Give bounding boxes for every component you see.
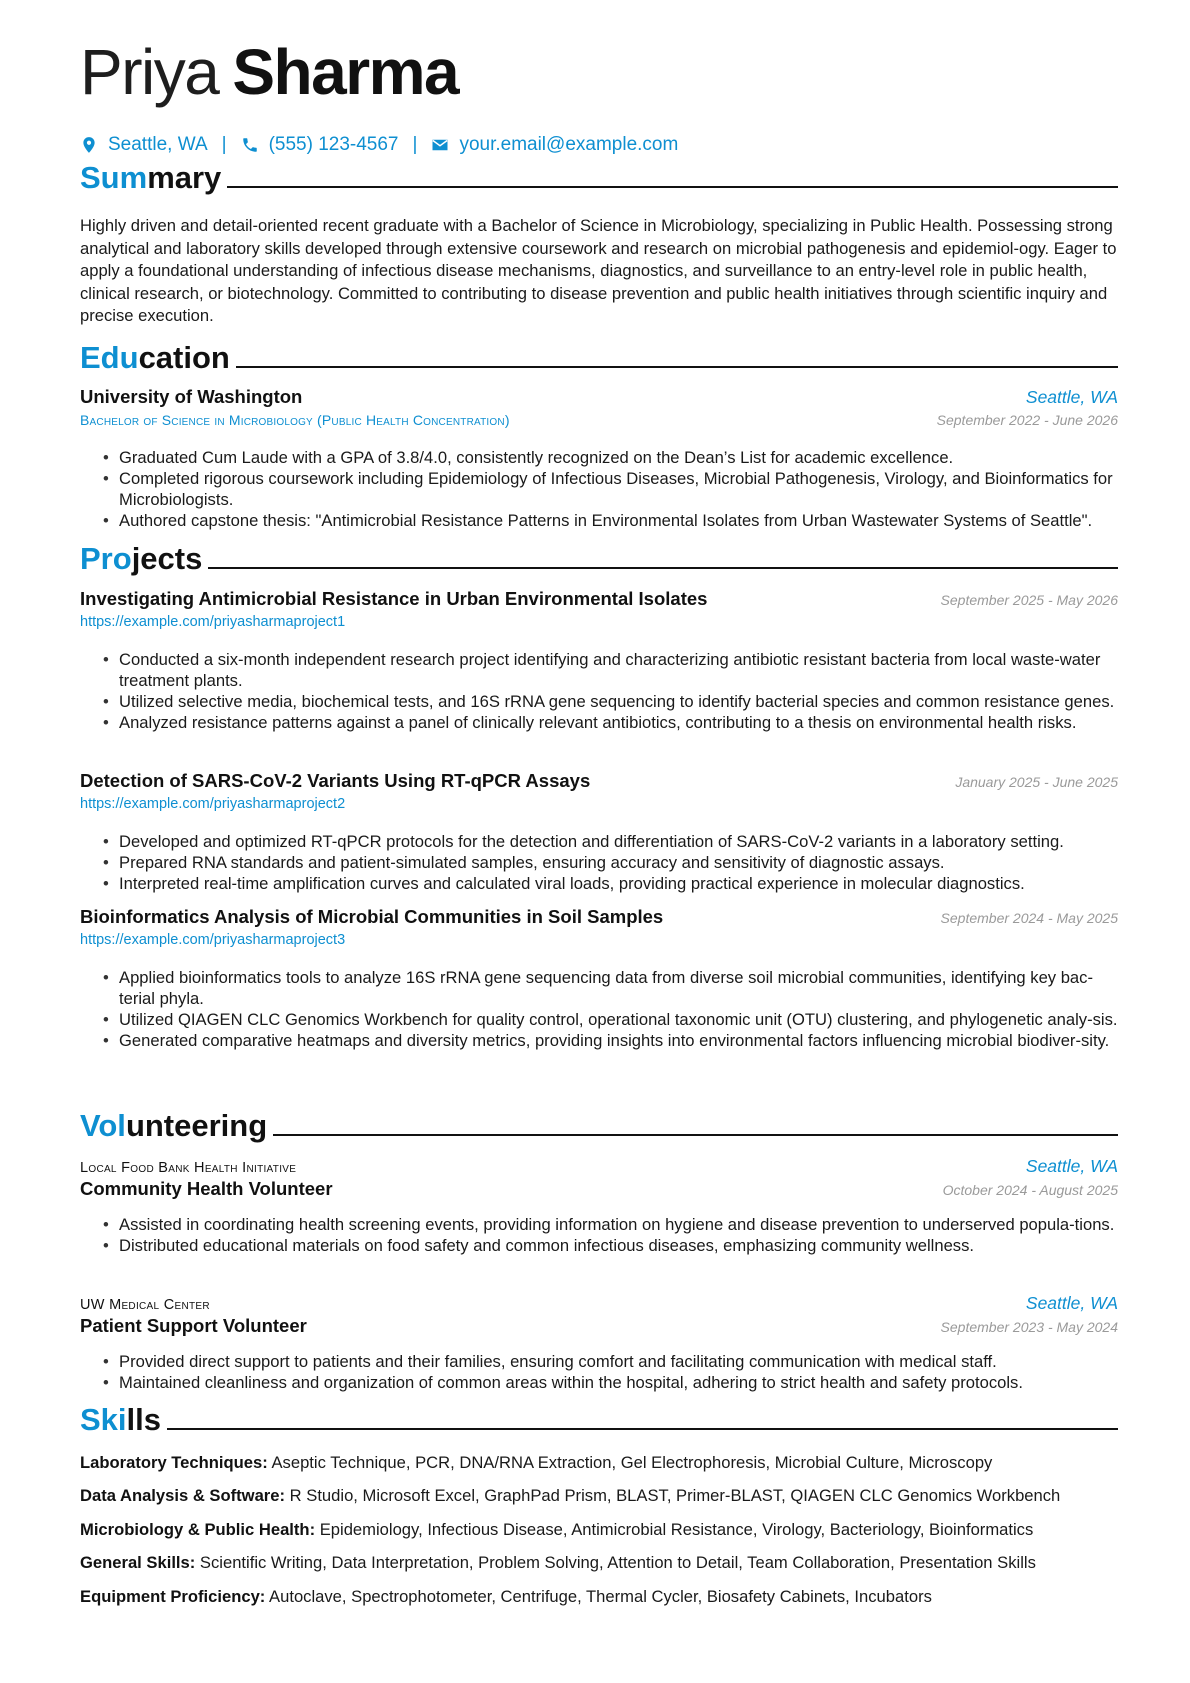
list-item: • Graduated Cum Laude with a GPA of 3.8/4.0, consistently recognized on the Dean’s List for academic excellence. (119, 447, 1118, 468)
education-bullets (80, 447, 1118, 531)
list-item: • Authored capstone thesis: "Antimicrobial Resistance Patterns in Environmental Isolates from Urban Wastewater Systems of Seattle". (119, 510, 1118, 531)
skill-list: Epidemiology, Infectious Disease, Antimicrobial Resistance, Virology, Bacteriology, Bioinformatics (319, 1520, 1034, 1539)
list-item: • Analyzed resistance patterns against a panel of clinically relevant antibiotics, contributing to a thesis on environmental health risks. (119, 712, 1118, 733)
volunteer-location: Seattle, WA (1025, 1156, 1118, 1176)
skill-list: Scientific Writing, Data Interpretation, Problem Solving, Attention to Detail, Team Collaboration, Presentation Skills (199, 1553, 1036, 1572)
project-header (80, 906, 1118, 928)
school-location: Seattle, WA (1025, 387, 1118, 407)
project-title: Bioinformatics Analysis of Microbial Communities in Soil Samples (80, 906, 664, 927)
project-bullets (80, 831, 1118, 894)
list-item: • Utilized selective media, biochemical tests, and 16S rRNA gene sequencing to identify bacterial species and common resistance genes. (119, 691, 1118, 712)
skill-list: Aseptic Technique, PCR, DNA/RNA Extraction, Gel Electrophoresis, Microbial Culture, Microscopy (271, 1453, 993, 1472)
list-item: • Interpreted real-time amplification curves and calculated viral loads, providing practical experience in molecular diagnostics. (119, 873, 1118, 894)
degree: Bachelor of Science in Microbiology (Public Health Concentration) (80, 412, 510, 428)
school-name: University of Washington (80, 386, 303, 407)
summary-text: Highly driven and detail-oriented recent graduate with a Bachelor of Science in Microbiology, specializing in Public Health. Possessing strong analytical and laboratory skills developed through extensive coursework and research on microbial pathogenesis and epidemiol-ogy. Eager to apply a foundational understanding of infectious disease mechanisms, diagnostics, and surveillance to an entry-level role in public health, clinical research, or biotechnology. Committed to contributing to disease prevention and public health initiatives through scientific inquiry and precise execution. (80, 216, 1117, 326)
volunteer-bullets (80, 1214, 1118, 1256)
volunteer-subheader (80, 1315, 1118, 1337)
section-projects-title: Projects (80, 543, 1118, 574)
section-education-title: Education (80, 342, 1118, 373)
skill-category: General Skills: (80, 1553, 196, 1572)
project-dates: September 2025 - May 2026 (940, 592, 1118, 608)
project-title: Detection of SARS-CoV-2 Variants Using RT-qPCR Assays (80, 770, 591, 791)
contact-separator: | (412, 134, 418, 155)
list-item: • Developed and optimized RT-qPCR protocols for the detection and differentiation of SARS-CoV-2 variants in a laboratory setting. (119, 831, 1118, 852)
volunteer-role: Patient Support Volunteer (80, 1315, 307, 1336)
section-divider (208, 567, 1118, 569)
project-bullets (80, 967, 1118, 1051)
project-link[interactable]: https://example.com/priyasharmaproject1 (80, 614, 346, 630)
project-dates: September 2024 - May 2025 (940, 910, 1118, 926)
skill-category: Data Analysis & Software: (80, 1486, 286, 1505)
volunteer-bullets (80, 1351, 1118, 1393)
email-link[interactable]: your.email@example.com (459, 134, 679, 155)
skill-row (80, 1553, 1118, 1573)
envelope-icon (431, 136, 449, 154)
project-link-row (80, 796, 1118, 812)
last-name: Sharma (232, 36, 459, 108)
skill-row (80, 1587, 1118, 1607)
skill-list: R Studio, Microsoft Excel, GraphPad Prism, BLAST, Primer-BLAST, QIAGEN CLC Genomics Workbench (289, 1486, 1061, 1505)
project-header (80, 770, 1118, 792)
project-link-row (80, 932, 1118, 948)
volunteer-header (80, 1156, 1118, 1177)
volunteer-org: UW Medical Center (80, 1297, 210, 1313)
skill-category: Equipment Proficiency: (80, 1587, 266, 1606)
list-item: • Utilized QIAGEN CLC Genomics Workbench for quality control, operational taxonomic unit (OTU) clustering, and phylogenetic analy-sis. (119, 1009, 1118, 1030)
volunteer-dates: September 2023 - May 2024 (940, 1319, 1118, 1335)
list-item: • Completed rigorous coursework including Epidemiology of Infectious Diseases, Microbial Pathogenesis, Virology, and Bioinformatics for Microbiologists. (119, 468, 1118, 510)
education-subheader (80, 412, 1118, 428)
section-divider (273, 1134, 1118, 1136)
first-name: Priya (80, 36, 219, 108)
section-divider (167, 1428, 1118, 1430)
section-skills-title: Skills (80, 1404, 1118, 1435)
project-bullets (80, 649, 1118, 733)
section-summary-title: Summary (80, 162, 1118, 193)
project-title: Investigating Antimicrobial Resistance in Urban Environmental Isolates (80, 588, 708, 609)
list-item: • Maintained cleanliness and organization of common areas within the hospital, adhering to strict health and safety protocols. (119, 1372, 1118, 1393)
skill-row (80, 1520, 1118, 1540)
list-item: • Assisted in coordinating health screening events, providing information on hygiene and disease prevention to underserved popula-tions. (119, 1214, 1118, 1235)
volunteer-org: Local Food Bank Health Initiative (80, 1160, 297, 1176)
list-item: • Prepared RNA standards and patient-simulated samples, ensuring accuracy and sensitivity of diagnostic assays. (119, 852, 1118, 873)
list-item: • Provided direct support to patients and their families, ensuring comfort and facilitating communication with medical staff. (119, 1351, 1118, 1372)
volunteer-location: Seattle, WA (1025, 1293, 1118, 1313)
project-header (80, 588, 1118, 610)
skill-list: Autoclave, Spectrophotometer, Centrifuge, Thermal Cycler, Biosafety Cabinets, Incubators (269, 1587, 932, 1606)
volunteer-header (80, 1293, 1118, 1314)
skill-category: Microbiology & Public Health: (80, 1520, 316, 1539)
list-item: • Distributed educational materials on food safety and common infectious diseases, emphasizing community wellness. (119, 1235, 1118, 1256)
skill-category: Laboratory Techniques: (80, 1453, 268, 1472)
contact-separator: | (221, 134, 227, 155)
education-dates: September 2022 - June 2026 (936, 412, 1118, 428)
candidate-name (80, 36, 459, 108)
skill-row (80, 1486, 1118, 1506)
project-link[interactable]: https://example.com/priyasharmaproject3 (80, 932, 346, 948)
section-divider (227, 186, 1118, 188)
education-header (80, 386, 1118, 408)
section-volunteering-title: Volunteering (80, 1110, 1118, 1141)
section-divider (236, 366, 1118, 368)
volunteer-dates: October 2024 - August 2025 (942, 1182, 1118, 1198)
list-item: • Conducted a six-month independent research project identifying and characterizing antibiotic resistant bacteria from local waste-water treatment plants. (119, 649, 1118, 691)
volunteer-subheader (80, 1178, 1118, 1200)
project-dates: January 2025 - June 2025 (955, 774, 1118, 790)
contact-line (80, 134, 678, 156)
volunteer-role: Community Health Volunteer (80, 1178, 333, 1199)
project-link-row (80, 614, 1118, 630)
project-link[interactable]: https://example.com/priyasharmaproject2 (80, 796, 346, 812)
list-item: • Applied bioinformatics tools to analyze 16S rRNA gene sequencing data from diverse soil microbial communities, identifying key bac-terial phyla. (119, 967, 1118, 1009)
map-marker-icon (80, 136, 98, 154)
list-item: • Generated comparative heatmaps and diversity metrics, providing insights into environmental factors influencing microbial biodiver-sity. (119, 1030, 1118, 1051)
phone-text: (555) 123-4567 (268, 134, 399, 155)
location-text: Seattle, WA (108, 134, 208, 155)
skill-row (80, 1453, 1118, 1473)
phone-icon (241, 136, 259, 154)
